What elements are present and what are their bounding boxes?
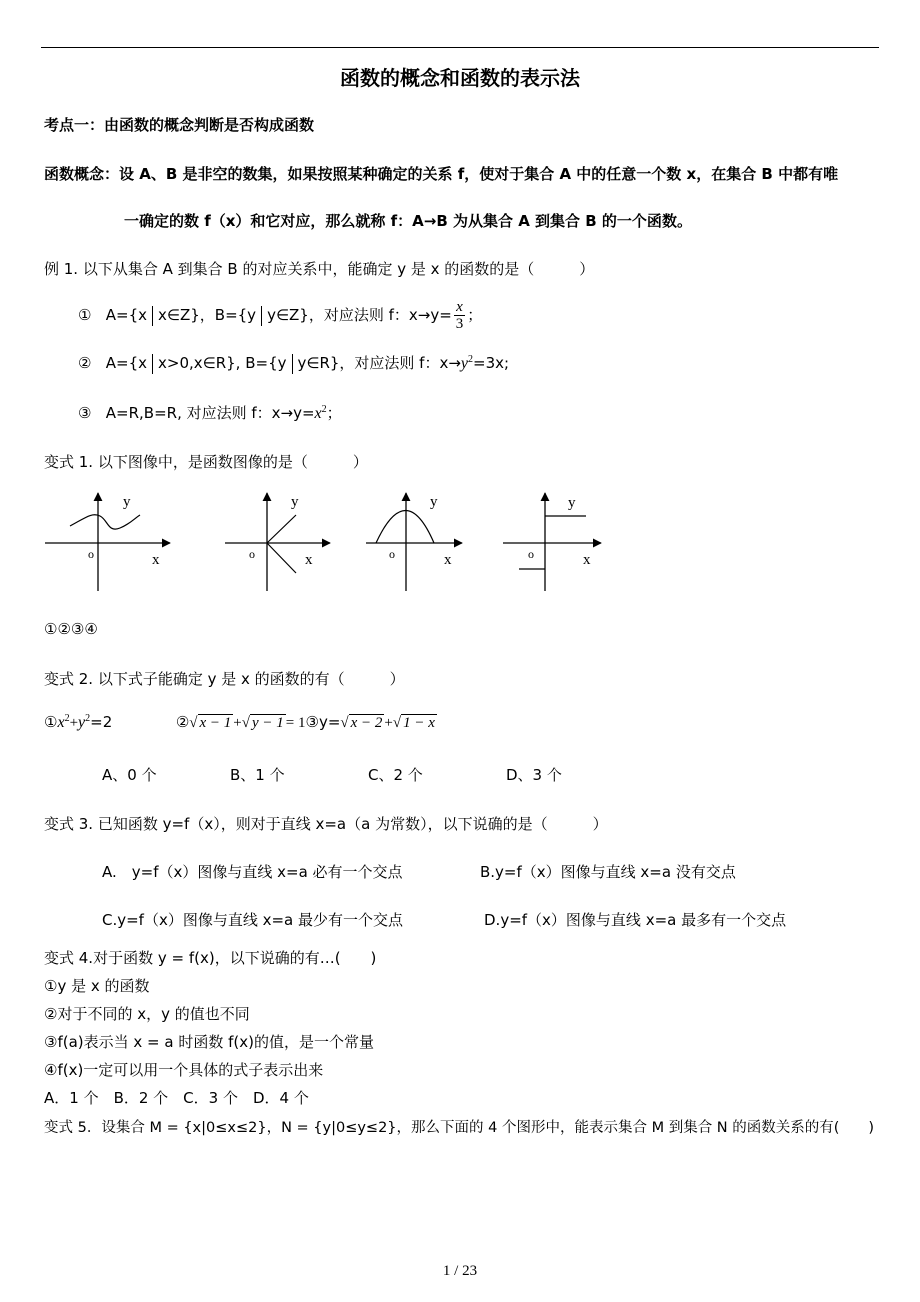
variant-4-statement-2: ②对于不同的 x，y 的值也不同 xyxy=(44,1005,250,1023)
page-title: 函数的概念和函数的表示法 xyxy=(340,66,580,90)
variant-4-options: A．1 个 B．2 个 C．3 个 D．4 个 xyxy=(44,1089,309,1107)
sqrt-1-minus-x: √ 1 − x xyxy=(392,715,435,731)
sqrt-x-minus-1: √ x − 1 xyxy=(189,715,232,731)
graph-3 xyxy=(366,493,462,591)
example-1-option-3: ③ A=R,B=R, 对应法则 f：$x\to y=x^2$； xyxy=(78,404,342,422)
variant-5-question: 变式 5．设集合 M = {x|0≤x≤2}，N = {y|0≤y≤2}，那么下面的 4 个图形中，能表示集合 M 到集合 N 的函数关系的有( ) xyxy=(44,1120,875,1136)
header-rule xyxy=(41,47,879,48)
graph-4-origin-label: o xyxy=(528,547,534,561)
example-1-option-2: ② A={x x>0,x∈R}, B={y y∈R}，对应法则 f：$x\to y^2=3x$; xyxy=(78,354,510,372)
graph-4 xyxy=(503,493,601,591)
example-1-option-1: ① A={x x∈Z}，B={y y∈Z}，对应法则 f：x→y= $\frac{x}{3}$ ； xyxy=(78,299,483,332)
variant-3-question: 变式 3. 已知函数 y=f（x），则对于直线 x=a（a 为常数），以下说确的是（ ） xyxy=(44,815,608,833)
variant-1-answer: ①②③④ xyxy=(44,620,98,638)
variant-4-question: 变式 4.对于函数 y = f(x)，以下说确的有…( ) xyxy=(44,949,377,967)
sqrt-x-minus-2: √ x − 2 xyxy=(340,715,383,731)
expr-2: ②√ x − 1 +√ y − 1 = 1 xyxy=(175,713,306,731)
variant-4-statement-1: ①y 是 x 的函数 xyxy=(44,977,150,995)
concept-line-2: 一确定的数 f（x）和它对应，那么就称 f：A→B 为从集合 A 到集合 B 的一个函数。 xyxy=(124,212,692,230)
variant-1-question: 变式 1. 以下图像中，是函数图像的是（ ） xyxy=(44,453,368,471)
expr-3: ③y=√ x − 2 +√ 1 − x xyxy=(305,713,435,731)
variant-2-option-a: A、0 个 xyxy=(102,766,157,784)
graph-2 xyxy=(225,493,330,591)
variant-2-option-b: B、1 个 xyxy=(230,766,285,784)
concept-line-1: 函数概念：设 A、B 是非空的数集，如果按照某种确定的关系 f，使对于集合 A 中的任意一个数 x，在集合 B 中都有唯 xyxy=(44,165,839,183)
graph-1 xyxy=(45,493,170,591)
variant-2-expressions xyxy=(44,713,437,732)
graph-1-y-label: y xyxy=(123,494,131,510)
section-heading-1: 考点一：由函数的概念判断是否构成函数 xyxy=(44,116,315,134)
graph-2-y-label: y xyxy=(291,494,299,510)
page-number: 1 / 23 xyxy=(442,1263,478,1279)
variant-2-option-d: D、3 个 xyxy=(506,766,562,784)
variant-3-option-c: C.y=f（x）图像与直线 x=a 最少有一个交点 xyxy=(102,911,404,929)
graph-3-x-label: x xyxy=(444,552,452,568)
graph-4-y-label: y xyxy=(568,495,576,511)
variant-3-option-a: A. y=f（x）图像与直线 x=a 必有一个交点 xyxy=(102,863,403,881)
graph-1-origin-label: o xyxy=(88,547,94,561)
variant-2-option-c: C、2 个 xyxy=(368,766,423,784)
fraction-x-over-3: $\frac{x}{3}$ xyxy=(455,299,464,332)
variant-2-question: 变式 2. 以下式子能确定 y 是 x 的函数的有（ ） xyxy=(44,670,405,688)
variant-1-graphs xyxy=(40,488,610,602)
expr-1: $①x^2+y^2=2$ xyxy=(44,713,113,731)
graph-1-x-label: x xyxy=(152,552,160,568)
variant-3-option-b: B.y=f（x）图像与直线 x=a 没有交点 xyxy=(480,863,736,881)
variant-4-statement-4: ④f(x)一定可以用一个具体的式子表示出来 xyxy=(44,1061,324,1079)
set-bar xyxy=(261,306,262,326)
sqrt-y-minus-1: √ y − 1 xyxy=(241,715,284,731)
variant-3-option-d: D.y=f（x）图像与直线 x=a 最多有一个交点 xyxy=(484,911,787,929)
set-bar xyxy=(152,306,153,326)
graph-2-origin-label: o xyxy=(249,547,255,561)
graph-2-x-label: x xyxy=(305,552,313,568)
graph-3-origin-label: o xyxy=(389,547,395,561)
graph-3-y-label: y xyxy=(430,494,438,510)
graph-4-x-label: x xyxy=(583,552,591,568)
example-1-question: 例 1. 以下从集合 A 到集合 B 的对应关系中，能确定 y 是 x 的函数的是（ ） xyxy=(44,260,595,278)
variant-4-statement-3: ③f(a)表示当 x = a 时函数 f(x)的值，是一个常量 xyxy=(44,1033,374,1051)
